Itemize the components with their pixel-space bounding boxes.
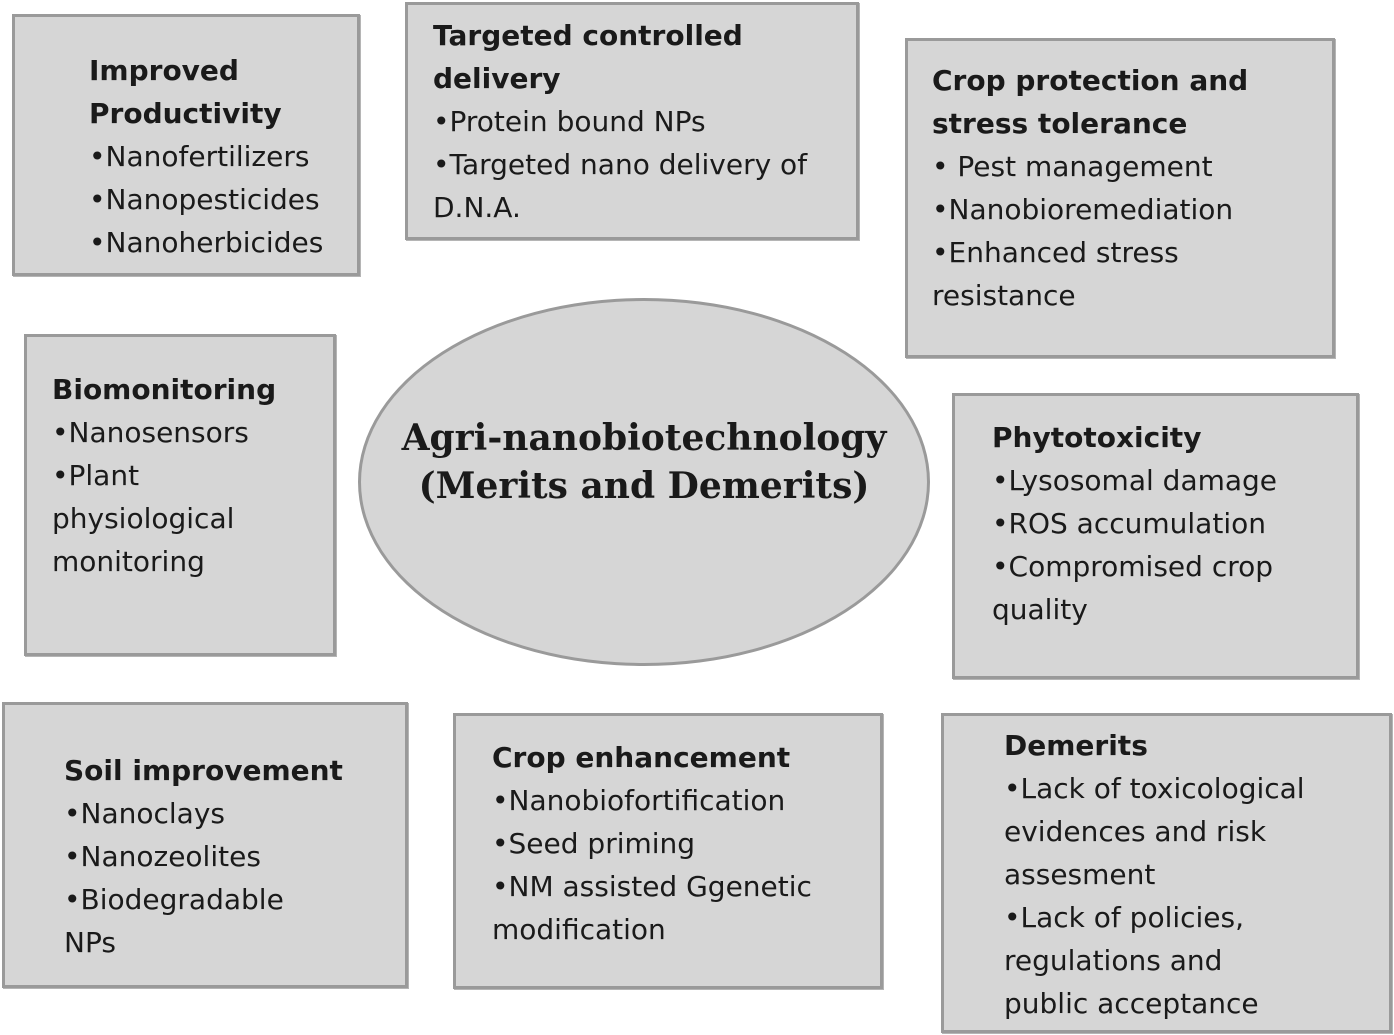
box-item-nanoclays: •Nanoclays	[64, 797, 225, 830]
box-item-nanobiofortification: •Nanobiofortification	[492, 784, 786, 817]
box-title: Targeted controlled delivery	[433, 19, 743, 95]
box-item-plant-physiological-monitoring: •Plant physiological monitoring	[52, 459, 235, 578]
box-item-targeted-nano-delivery: •Targeted nano delivery of D.N.A.	[433, 148, 808, 224]
box-item-enhanced-stress-resistance: •Enhanced stress resistance	[932, 236, 1179, 312]
box-item-nm-assisted-genetic-modification: •NM assisted Ggenetic modification	[492, 870, 812, 946]
box-title: Phytotoxicity	[992, 421, 1202, 454]
box-item-nanopesticides: •Nanopesticides	[89, 183, 320, 216]
box-title: Crop enhancement	[492, 741, 791, 774]
box-title: Improved Productivity	[89, 54, 282, 130]
center-title: Agri-nanobiotechnology (Merits and Demerits)	[401, 417, 887, 507]
box-item-lack-of-toxicological-evidences: •Lack of toxicological evidences and risk assesment	[1004, 772, 1305, 891]
box-phytotoxicity	[952, 393, 1359, 679]
box-title: Soil improvement	[64, 754, 343, 787]
box-item-protein-bound-nps: •Protein bound NPs	[433, 105, 706, 138]
box-item-ros-accumulation: •ROS accumulation	[992, 507, 1266, 540]
box-item-pest-management: • Pest management	[932, 150, 1213, 183]
box-item-biodegradable-nps: •Biodegradable NPs	[64, 883, 284, 959]
box-item-nanobioremediation: •Nanobioremediation	[932, 193, 1234, 226]
box-improved-productivity	[12, 14, 360, 276]
box-item-nanosensors: •Nanosensors	[52, 416, 249, 449]
box-soil-improvement	[2, 702, 408, 988]
box-crop-enhancement	[453, 713, 883, 989]
box-item-nanoherbicides: •Nanoherbicides	[89, 226, 324, 259]
box-title: Biomonitoring	[52, 373, 277, 406]
box-title: Crop protection and stress tolerance	[932, 64, 1249, 140]
box-item-nanofertilizers: •Nanofertilizers	[89, 140, 310, 173]
box-item-lack-of-policies: •Lack of policies, regulations and public acceptance	[1004, 901, 1259, 1020]
box-title: Demerits	[1004, 729, 1148, 762]
box-crop-protection	[905, 38, 1335, 358]
box-demerits	[941, 713, 1392, 1033]
box-biomonitoring	[24, 334, 336, 656]
box-item-seed-priming: •Seed priming	[492, 827, 696, 860]
box-item-compromised-crop-quality: •Compromised crop quality	[992, 550, 1274, 626]
box-targeted-controlled-delivery	[405, 2, 859, 240]
box-item-lysosomal-damage: •Lysosomal damage	[992, 464, 1278, 497]
box-item-nanozeolites: •Nanozeolites	[64, 840, 261, 873]
